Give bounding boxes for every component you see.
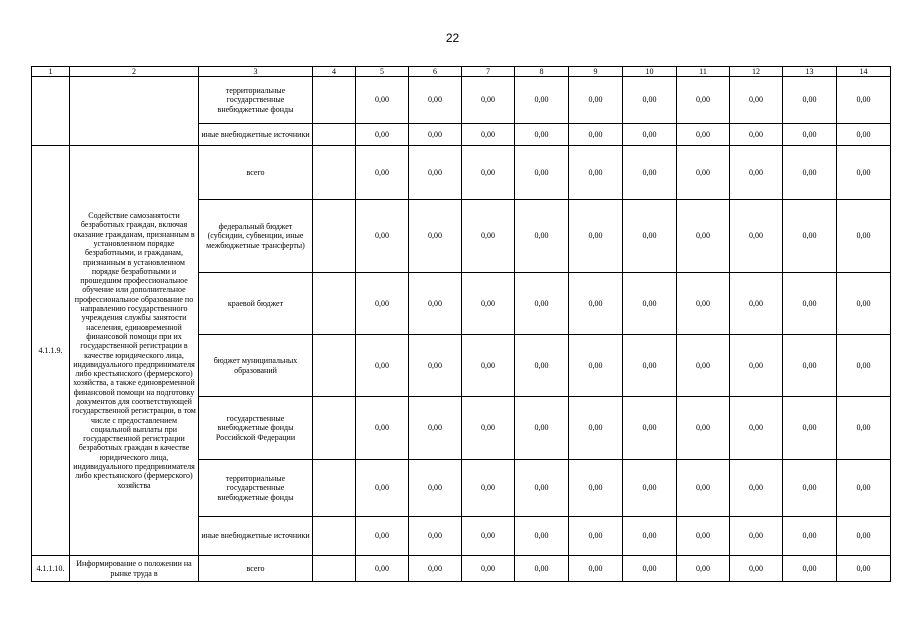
value-cell: 0,00 [409, 77, 462, 124]
value-cell: 0,00 [623, 77, 677, 124]
value-cell: 0,00 [730, 460, 783, 517]
value-cell: 0,00 [783, 200, 837, 273]
funding-source: бюджет муниципальных образований [199, 335, 313, 397]
funding-source: всего [199, 556, 313, 582]
item-description: Содействие самозанятости безработных граждан, включая оказание гражданам, признанным в установленном порядке безработными, и гражданам, признанным в установленном порядке безработными и прошедшим профессиональное обучение или дополнительное профессиональное образование по направлению государственного учреждения службы занятости населения, единовременной финансовой помощи при их государственной регистрации в качестве юридического лица, индивидуального предпринимателя либо крестьянского (фермерского) хозяйства, а также единовременной финансовой помощи на подготовку документов для соответствующей государственной регистрации, в том числе с предоставлением социальной выплаты при государственной регистрации безработных граждан в качестве юридического лица, индивидуального предпринимателя либо крестьянского (фермерского) хозяйства [70, 146, 199, 556]
value-cell: 0,00 [462, 517, 515, 556]
value-cell: 0,00 [623, 200, 677, 273]
column-header: 4 [313, 67, 356, 77]
value-cell: 0,00 [783, 397, 837, 460]
empty-cell [313, 200, 356, 273]
value-cell: 0,00 [356, 397, 409, 460]
value-cell: 0,00 [783, 124, 837, 146]
value-cell: 0,00 [783, 460, 837, 517]
column-header: 6 [409, 67, 462, 77]
value-cell: 0,00 [623, 517, 677, 556]
column-header: 13 [783, 67, 837, 77]
table-row [32, 556, 891, 582]
value-cell: 0,00 [730, 556, 783, 582]
column-header: 8 [515, 67, 569, 77]
column-number-row [32, 67, 891, 77]
empty-cell [313, 460, 356, 517]
value-cell: 0,00 [783, 335, 837, 397]
value-cell: 0,00 [462, 146, 515, 200]
value-cell: 0,00 [356, 460, 409, 517]
value-cell: 0,00 [515, 77, 569, 124]
value-cell: 0,00 [677, 460, 730, 517]
value-cell: 0,00 [677, 397, 730, 460]
value-cell: 0,00 [515, 200, 569, 273]
value-cell: 0,00 [677, 124, 730, 146]
value-cell: 0,00 [515, 460, 569, 517]
value-cell: 0,00 [677, 556, 730, 582]
value-cell: 0,00 [623, 556, 677, 582]
value-cell: 0,00 [730, 77, 783, 124]
value-cell: 0,00 [569, 335, 623, 397]
value-cell: 0,00 [356, 517, 409, 556]
funding-table [31, 66, 891, 582]
value-cell: 0,00 [515, 124, 569, 146]
value-cell: 0,00 [837, 556, 891, 582]
value-cell: 0,00 [356, 273, 409, 335]
value-cell: 0,00 [730, 517, 783, 556]
funding-source: территориальные государственные внебюджетные фонды [199, 460, 313, 517]
value-cell: 0,00 [677, 77, 730, 124]
column-header: 2 [70, 67, 199, 77]
value-cell: 0,00 [569, 556, 623, 582]
funding-source: федеральный бюджет (субсидии, субвенции, иные межбюджетные трансферты) [199, 200, 313, 273]
column-header: 3 [199, 67, 313, 77]
value-cell: 0,00 [623, 335, 677, 397]
value-cell: 0,00 [462, 397, 515, 460]
empty-cell [313, 335, 356, 397]
value-cell: 0,00 [677, 146, 730, 200]
page-number: 22 [445, 31, 460, 45]
funding-source: государственные внебюджетные фонды Российской Федерации [199, 397, 313, 460]
value-cell: 0,00 [515, 146, 569, 200]
value-cell: 0,00 [569, 273, 623, 335]
value-cell: 0,00 [356, 124, 409, 146]
value-cell: 0,00 [515, 556, 569, 582]
column-header: 9 [569, 67, 623, 77]
value-cell: 0,00 [783, 77, 837, 124]
value-cell: 0,00 [837, 335, 891, 397]
value-cell: 0,00 [677, 517, 730, 556]
value-cell: 0,00 [623, 273, 677, 335]
value-cell: 0,00 [569, 77, 623, 124]
empty-cell [313, 397, 356, 460]
empty-cell [313, 273, 356, 335]
empty-cell [313, 124, 356, 146]
value-cell: 0,00 [515, 517, 569, 556]
value-cell: 0,00 [462, 200, 515, 273]
value-cell: 0,00 [837, 397, 891, 460]
value-cell: 0,00 [462, 335, 515, 397]
empty-cell [313, 77, 356, 124]
value-cell: 0,00 [409, 124, 462, 146]
value-cell: 0,00 [462, 124, 515, 146]
value-cell: 0,00 [515, 273, 569, 335]
item-code: 4.1.1.10. [32, 556, 70, 582]
empty-cell [313, 146, 356, 200]
table-body [32, 67, 891, 582]
value-cell: 0,00 [623, 397, 677, 460]
value-cell: 0,00 [623, 460, 677, 517]
value-cell: 0,00 [569, 397, 623, 460]
value-cell: 0,00 [462, 77, 515, 124]
value-cell: 0,00 [515, 397, 569, 460]
value-cell: 0,00 [783, 517, 837, 556]
value-cell: 0,00 [569, 146, 623, 200]
value-cell: 0,00 [356, 556, 409, 582]
value-cell: 0,00 [623, 146, 677, 200]
value-cell: 0,00 [623, 124, 677, 146]
value-cell: 0,00 [356, 335, 409, 397]
column-header: 10 [623, 67, 677, 77]
value-cell: 0,00 [837, 146, 891, 200]
column-header: 1 [32, 67, 70, 77]
value-cell: 0,00 [837, 77, 891, 124]
value-cell: 0,00 [356, 200, 409, 273]
value-cell: 0,00 [783, 556, 837, 582]
value-cell: 0,00 [462, 273, 515, 335]
value-cell: 0,00 [837, 124, 891, 146]
table-row [32, 146, 891, 200]
value-cell: 0,00 [730, 273, 783, 335]
empty-cell [313, 517, 356, 556]
item-code [32, 77, 70, 146]
column-header: 14 [837, 67, 891, 77]
value-cell: 0,00 [409, 397, 462, 460]
funding-source: краевой бюджет [199, 273, 313, 335]
value-cell: 0,00 [515, 335, 569, 397]
value-cell: 0,00 [462, 460, 515, 517]
value-cell: 0,00 [677, 273, 730, 335]
value-cell: 0,00 [677, 335, 730, 397]
value-cell: 0,00 [462, 556, 515, 582]
value-cell: 0,00 [569, 517, 623, 556]
value-cell: 0,00 [837, 460, 891, 517]
value-cell: 0,00 [783, 146, 837, 200]
value-cell: 0,00 [569, 124, 623, 146]
funding-source: всего [199, 146, 313, 200]
value-cell: 0,00 [730, 397, 783, 460]
value-cell: 0,00 [409, 273, 462, 335]
value-cell: 0,00 [783, 273, 837, 335]
funding-source: иные внебюджетные источники [199, 517, 313, 556]
column-header: 5 [356, 67, 409, 77]
value-cell: 0,00 [569, 200, 623, 273]
value-cell: 0,00 [837, 273, 891, 335]
item-description [70, 77, 199, 146]
value-cell: 0,00 [730, 146, 783, 200]
value-cell: 0,00 [409, 146, 462, 200]
value-cell: 0,00 [569, 460, 623, 517]
value-cell: 0,00 [409, 460, 462, 517]
item-code: 4.1.1.9. [32, 146, 70, 556]
column-header: 7 [462, 67, 515, 77]
value-cell: 0,00 [677, 200, 730, 273]
empty-cell [313, 556, 356, 582]
table-row [32, 77, 891, 124]
value-cell: 0,00 [409, 200, 462, 273]
column-header: 12 [730, 67, 783, 77]
value-cell: 0,00 [730, 335, 783, 397]
value-cell: 0,00 [837, 517, 891, 556]
value-cell: 0,00 [409, 517, 462, 556]
value-cell: 0,00 [356, 77, 409, 124]
value-cell: 0,00 [730, 124, 783, 146]
value-cell: 0,00 [409, 335, 462, 397]
value-cell: 0,00 [730, 200, 783, 273]
value-cell: 0,00 [356, 146, 409, 200]
value-cell: 0,00 [409, 556, 462, 582]
column-header: 11 [677, 67, 730, 77]
funding-source: территориальные государственные внебюджетные фонды [199, 77, 313, 124]
value-cell: 0,00 [837, 200, 891, 273]
funding-source: иные внебюджетные источники [199, 124, 313, 146]
item-description: Информирование о положении на рынке труда в [70, 556, 199, 582]
